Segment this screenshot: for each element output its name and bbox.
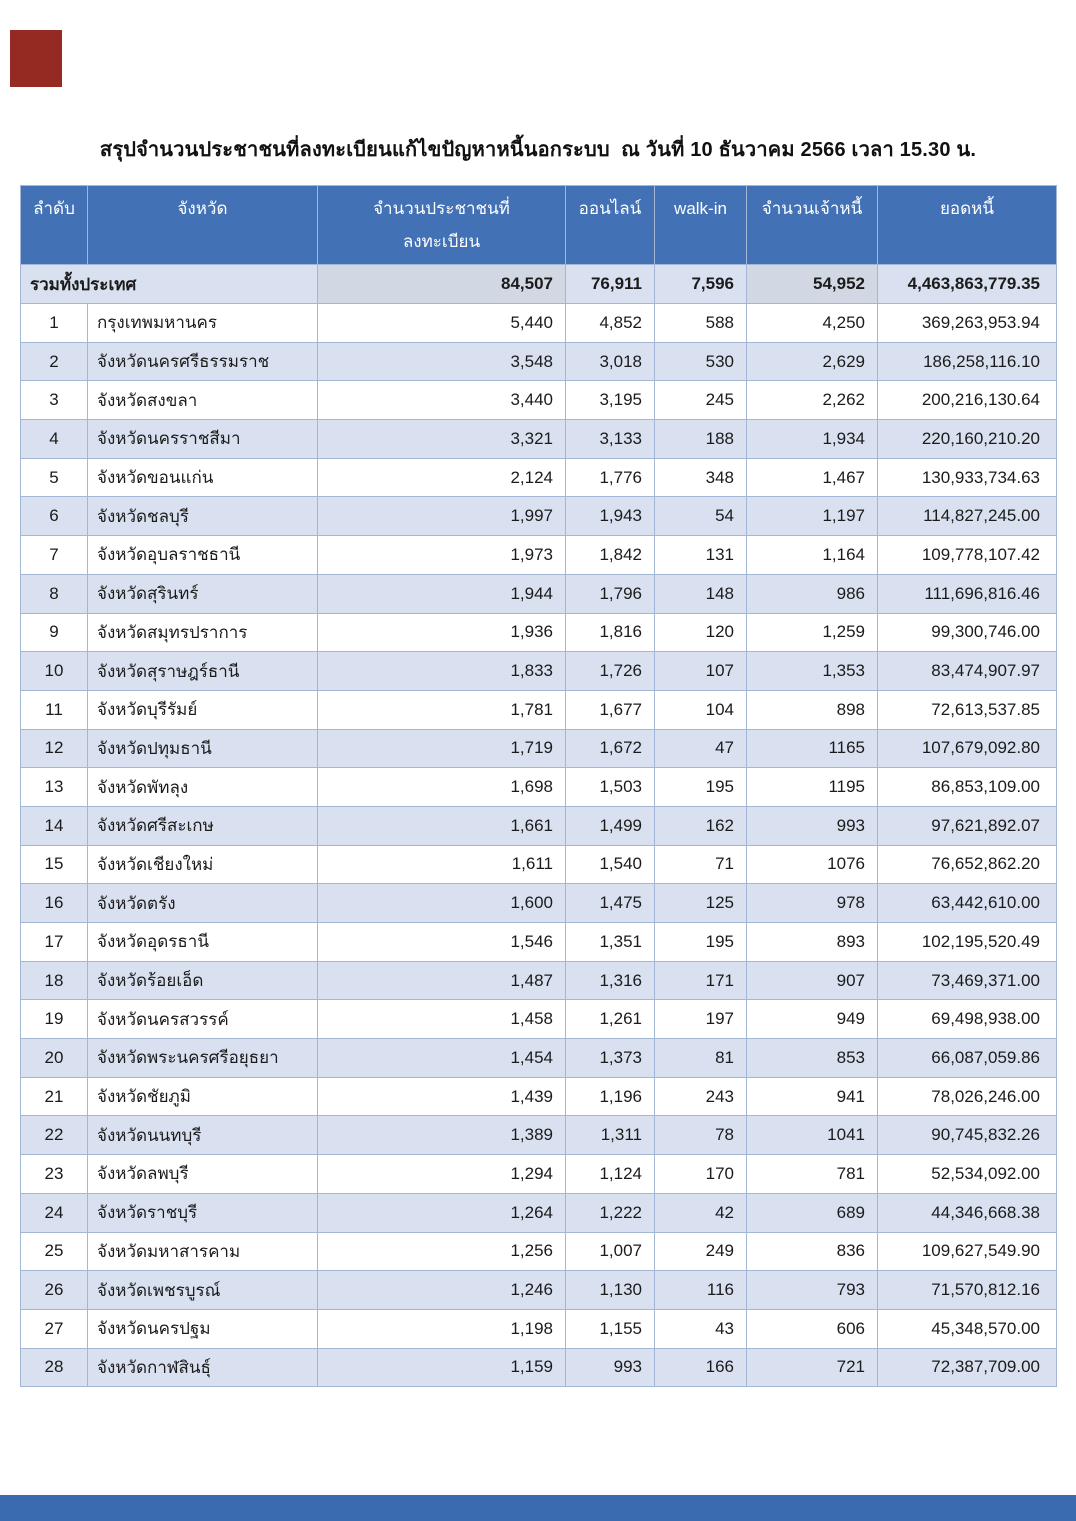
registered-count: 1,454 bbox=[318, 1039, 566, 1078]
province-name: จังหวัดเชียงใหม่ bbox=[88, 845, 318, 884]
debt-amount: 369,263,953.94 bbox=[878, 304, 1057, 343]
province-name: จังหวัดนครสวรรค์ bbox=[88, 1000, 318, 1039]
online-count: 1,222 bbox=[566, 1193, 655, 1232]
province-name: จังหวัดอุดรธานี bbox=[88, 923, 318, 962]
registered-count: 1,294 bbox=[318, 1155, 566, 1194]
online-count: 1,726 bbox=[566, 652, 655, 691]
creditor-count: 1041 bbox=[747, 1116, 878, 1155]
creditor-count: 1,197 bbox=[747, 497, 878, 536]
row-order-number: 21 bbox=[21, 1077, 88, 1116]
registered-count: 3,548 bbox=[318, 342, 566, 381]
creditor-count: 1,934 bbox=[747, 420, 878, 459]
province-name: จังหวัดราชบุรี bbox=[88, 1193, 318, 1232]
province-name: จังหวัดสุรินทร์ bbox=[88, 574, 318, 613]
row-order-number: 23 bbox=[21, 1155, 88, 1194]
province-name: จังหวัดกาฬสินธุ์ bbox=[88, 1348, 318, 1387]
debt-amount: 114,827,245.00 bbox=[878, 497, 1057, 536]
debt-amount: 111,696,816.46 bbox=[878, 574, 1057, 613]
registered-count: 1,246 bbox=[318, 1271, 566, 1310]
province-name: จังหวัดร้อยเอ็ด bbox=[88, 961, 318, 1000]
row-order-number: 7 bbox=[21, 536, 88, 575]
online-count: 3,133 bbox=[566, 420, 655, 459]
walkin-count: 125 bbox=[655, 884, 747, 923]
table-row bbox=[21, 1193, 1057, 1232]
walkin-count: 348 bbox=[655, 458, 747, 497]
total-label: รวมทั้งประเทศ bbox=[21, 265, 318, 304]
debt-amount: 97,621,892.07 bbox=[878, 806, 1057, 845]
registered-count: 1,833 bbox=[318, 652, 566, 691]
province-name: จังหวัดมหาสารคาม bbox=[88, 1232, 318, 1271]
row-order-number: 5 bbox=[21, 458, 88, 497]
top-left-red-block bbox=[10, 30, 62, 87]
creditor-count: 853 bbox=[747, 1039, 878, 1078]
online-count: 1,540 bbox=[566, 845, 655, 884]
table-row bbox=[21, 536, 1057, 575]
debt-amount: 63,442,610.00 bbox=[878, 884, 1057, 923]
table-row bbox=[21, 1232, 1057, 1271]
walkin-count: 107 bbox=[655, 652, 747, 691]
debt-amount: 90,745,832.26 bbox=[878, 1116, 1057, 1155]
registered-count: 1,487 bbox=[318, 961, 566, 1000]
province-name: จังหวัดบุรีรัมย์ bbox=[88, 690, 318, 729]
row-order-number: 6 bbox=[21, 497, 88, 536]
walkin-count: 42 bbox=[655, 1193, 747, 1232]
table-row bbox=[21, 884, 1057, 923]
creditor-count: 986 bbox=[747, 574, 878, 613]
province-name: จังหวัดลพบุรี bbox=[88, 1155, 318, 1194]
walkin-count: 43 bbox=[655, 1309, 747, 1348]
debt-amount: 52,534,092.00 bbox=[878, 1155, 1057, 1194]
online-count: 1,796 bbox=[566, 574, 655, 613]
province-name: จังหวัดตรัง bbox=[88, 884, 318, 923]
creditor-count: 1,467 bbox=[747, 458, 878, 497]
row-order-number: 27 bbox=[21, 1309, 88, 1348]
row-order-number: 22 bbox=[21, 1116, 88, 1155]
walkin-count: 188 bbox=[655, 420, 747, 459]
walkin-count: 104 bbox=[655, 690, 747, 729]
province-name: จังหวัดเพชรบูรณ์ bbox=[88, 1271, 318, 1310]
creditor-count: 893 bbox=[747, 923, 878, 962]
debt-amount: 72,613,537.85 bbox=[878, 690, 1057, 729]
row-order-number: 16 bbox=[21, 884, 88, 923]
header-order: ลำดับ bbox=[21, 186, 88, 265]
registered-count: 1,256 bbox=[318, 1232, 566, 1271]
registered-count: 3,440 bbox=[318, 381, 566, 420]
total-debt: 4,463,863,779.35 bbox=[878, 265, 1057, 304]
table-row bbox=[21, 1039, 1057, 1078]
debt-amount: 44,346,668.38 bbox=[878, 1193, 1057, 1232]
row-order-number: 25 bbox=[21, 1232, 88, 1271]
table-row bbox=[21, 1077, 1057, 1116]
debt-amount: 200,216,130.64 bbox=[878, 381, 1057, 420]
province-name: จังหวัดสมุทรปราการ bbox=[88, 613, 318, 652]
online-count: 1,373 bbox=[566, 1039, 655, 1078]
debt-amount: 76,652,862.20 bbox=[878, 845, 1057, 884]
creditor-count: 793 bbox=[747, 1271, 878, 1310]
row-order-number: 15 bbox=[21, 845, 88, 884]
online-count: 1,261 bbox=[566, 1000, 655, 1039]
debt-amount: 130,933,734.63 bbox=[878, 458, 1057, 497]
debt-amount: 71,570,812.16 bbox=[878, 1271, 1057, 1310]
province-name: จังหวัดพัทลุง bbox=[88, 768, 318, 807]
table-row bbox=[21, 342, 1057, 381]
row-order-number: 2 bbox=[21, 342, 88, 381]
debt-registration-summary-table bbox=[20, 185, 1057, 1387]
province-name: กรุงเทพมหานคร bbox=[88, 304, 318, 343]
debt-amount: 107,679,092.80 bbox=[878, 729, 1057, 768]
row-order-number: 19 bbox=[21, 1000, 88, 1039]
table-row bbox=[21, 652, 1057, 691]
table-row bbox=[21, 845, 1057, 884]
walkin-count: 197 bbox=[655, 1000, 747, 1039]
creditor-count: 2,262 bbox=[747, 381, 878, 420]
creditor-count: 1165 bbox=[747, 729, 878, 768]
province-name: จังหวัดพระนครศรีอยุธยา bbox=[88, 1039, 318, 1078]
total-creditors: 54,952 bbox=[747, 265, 878, 304]
creditor-count: 1,164 bbox=[747, 536, 878, 575]
row-order-number: 26 bbox=[21, 1271, 88, 1310]
registered-count: 2,124 bbox=[318, 458, 566, 497]
row-order-number: 3 bbox=[21, 381, 88, 420]
creditor-count: 1,259 bbox=[747, 613, 878, 652]
walkin-count: 530 bbox=[655, 342, 747, 381]
creditor-count: 689 bbox=[747, 1193, 878, 1232]
total-walkin: 7,596 bbox=[655, 265, 747, 304]
debt-amount: 45,348,570.00 bbox=[878, 1309, 1057, 1348]
walkin-count: 116 bbox=[655, 1271, 747, 1310]
online-count: 1,130 bbox=[566, 1271, 655, 1310]
row-order-number: 14 bbox=[21, 806, 88, 845]
province-name: จังหวัดชลบุรี bbox=[88, 497, 318, 536]
province-name: จังหวัดสุราษฎร์ธานี bbox=[88, 652, 318, 691]
registered-count: 1,944 bbox=[318, 574, 566, 613]
table-row bbox=[21, 458, 1057, 497]
province-name: จังหวัดนครศรีธรรมราช bbox=[88, 342, 318, 381]
creditor-count: 2,629 bbox=[747, 342, 878, 381]
creditor-count: 949 bbox=[747, 1000, 878, 1039]
walkin-count: 81 bbox=[655, 1039, 747, 1078]
province-name: จังหวัดนนทบุรี bbox=[88, 1116, 318, 1155]
debt-amount: 69,498,938.00 bbox=[878, 1000, 1057, 1039]
creditor-count: 907 bbox=[747, 961, 878, 1000]
walkin-count: 245 bbox=[655, 381, 747, 420]
page-title: สรุปจำนวนประชาชนที่ลงทะเบียนแก้ไขปัญหาหนี้นอกระบบ ณ วันที่ 10 ธันวาคม 2566 เวลา 15.30 น. bbox=[99, 139, 977, 161]
debt-amount: 66,087,059.86 bbox=[878, 1039, 1057, 1078]
row-order-number: 20 bbox=[21, 1039, 88, 1078]
creditor-count: 781 bbox=[747, 1155, 878, 1194]
table-row bbox=[21, 923, 1057, 962]
table-header-row bbox=[21, 186, 1057, 265]
row-order-number: 18 bbox=[21, 961, 88, 1000]
creditor-count: 1195 bbox=[747, 768, 878, 807]
online-count: 1,311 bbox=[566, 1116, 655, 1155]
registered-count: 3,321 bbox=[318, 420, 566, 459]
registered-count: 1,389 bbox=[318, 1116, 566, 1155]
creditor-count: 4,250 bbox=[747, 304, 878, 343]
online-count: 1,503 bbox=[566, 768, 655, 807]
table-row bbox=[21, 1309, 1057, 1348]
registered-count: 1,719 bbox=[318, 729, 566, 768]
creditor-count: 606 bbox=[747, 1309, 878, 1348]
walkin-count: 120 bbox=[655, 613, 747, 652]
registered-count: 1,198 bbox=[318, 1309, 566, 1348]
debt-amount: 186,258,116.10 bbox=[878, 342, 1057, 381]
header-registered-line2: ลงทะเบียน bbox=[402, 232, 481, 251]
registered-count: 1,600 bbox=[318, 884, 566, 923]
row-order-number: 12 bbox=[21, 729, 88, 768]
province-name: จังหวัดนครราชสีมา bbox=[88, 420, 318, 459]
online-count: 1,776 bbox=[566, 458, 655, 497]
creditor-count: 1076 bbox=[747, 845, 878, 884]
registered-count: 1,973 bbox=[318, 536, 566, 575]
table-row bbox=[21, 1271, 1057, 1310]
table-row bbox=[21, 690, 1057, 729]
registered-count: 1,661 bbox=[318, 806, 566, 845]
walkin-count: 166 bbox=[655, 1348, 747, 1387]
registered-count: 1,264 bbox=[318, 1193, 566, 1232]
row-order-number: 1 bbox=[21, 304, 88, 343]
registered-count: 5,440 bbox=[318, 304, 566, 343]
creditor-count: 1,353 bbox=[747, 652, 878, 691]
debt-amount: 109,627,549.90 bbox=[878, 1232, 1057, 1271]
total-registered: 84,507 bbox=[318, 265, 566, 304]
table-row bbox=[21, 961, 1057, 1000]
row-order-number: 13 bbox=[21, 768, 88, 807]
province-name: จังหวัดขอนแก่น bbox=[88, 458, 318, 497]
table-row bbox=[21, 420, 1057, 459]
registered-count: 1,936 bbox=[318, 613, 566, 652]
row-order-number: 11 bbox=[21, 690, 88, 729]
online-count: 1,842 bbox=[566, 536, 655, 575]
online-count: 1,677 bbox=[566, 690, 655, 729]
online-count: 1,499 bbox=[566, 806, 655, 845]
header-online: ออนไลน์ bbox=[566, 186, 655, 265]
table-row bbox=[21, 304, 1057, 343]
table-row bbox=[21, 497, 1057, 536]
online-count: 1,155 bbox=[566, 1309, 655, 1348]
online-count: 1,475 bbox=[566, 884, 655, 923]
table-row bbox=[21, 1116, 1057, 1155]
province-name: จังหวัดอุบลราชธานี bbox=[88, 536, 318, 575]
header-registered-count bbox=[318, 186, 566, 265]
row-order-number: 8 bbox=[21, 574, 88, 613]
walkin-count: 195 bbox=[655, 768, 747, 807]
table-row bbox=[21, 1000, 1057, 1039]
walkin-count: 195 bbox=[655, 923, 747, 962]
registered-count: 1,997 bbox=[318, 497, 566, 536]
header-creditors: จำนวนเจ้าหนี้ bbox=[747, 186, 878, 265]
header-province: จังหวัด bbox=[88, 186, 318, 265]
table-row bbox=[21, 613, 1057, 652]
province-name: จังหวัดปทุมธานี bbox=[88, 729, 318, 768]
debt-amount: 72,387,709.00 bbox=[878, 1348, 1057, 1387]
online-count: 1,316 bbox=[566, 961, 655, 1000]
walkin-count: 131 bbox=[655, 536, 747, 575]
province-name: จังหวัดนครปฐม bbox=[88, 1309, 318, 1348]
walkin-count: 243 bbox=[655, 1077, 747, 1116]
row-order-number: 10 bbox=[21, 652, 88, 691]
online-count: 3,018 bbox=[566, 342, 655, 381]
online-count: 1,816 bbox=[566, 613, 655, 652]
walkin-count: 78 bbox=[655, 1116, 747, 1155]
debt-amount: 220,160,210.20 bbox=[878, 420, 1057, 459]
row-order-number: 9 bbox=[21, 613, 88, 652]
creditor-count: 721 bbox=[747, 1348, 878, 1387]
online-count: 1,943 bbox=[566, 497, 655, 536]
debt-amount: 109,778,107.42 bbox=[878, 536, 1057, 575]
total-row bbox=[21, 265, 1057, 304]
province-name: จังหวัดชัยภูมิ bbox=[88, 1077, 318, 1116]
walkin-count: 47 bbox=[655, 729, 747, 768]
registered-count: 1,546 bbox=[318, 923, 566, 962]
creditor-count: 993 bbox=[747, 806, 878, 845]
debt-amount: 78,026,246.00 bbox=[878, 1077, 1057, 1116]
header-debt: ยอดหนี้ bbox=[878, 186, 1057, 265]
online-count: 4,852 bbox=[566, 304, 655, 343]
row-order-number: 4 bbox=[21, 420, 88, 459]
walkin-count: 54 bbox=[655, 497, 747, 536]
walkin-count: 249 bbox=[655, 1232, 747, 1271]
row-order-number: 17 bbox=[21, 923, 88, 962]
online-count: 1,007 bbox=[566, 1232, 655, 1271]
online-count: 1,351 bbox=[566, 923, 655, 962]
registered-count: 1,781 bbox=[318, 690, 566, 729]
debt-amount: 83,474,907.97 bbox=[878, 652, 1057, 691]
registered-count: 1,698 bbox=[318, 768, 566, 807]
row-order-number: 28 bbox=[21, 1348, 88, 1387]
creditor-count: 836 bbox=[747, 1232, 878, 1271]
online-count: 1,672 bbox=[566, 729, 655, 768]
online-count: 993 bbox=[566, 1348, 655, 1387]
debt-amount: 99,300,746.00 bbox=[878, 613, 1057, 652]
table-row bbox=[21, 381, 1057, 420]
total-online: 76,911 bbox=[566, 265, 655, 304]
bottom-blue-bar bbox=[0, 1495, 1076, 1521]
online-count: 1,196 bbox=[566, 1077, 655, 1116]
creditor-count: 978 bbox=[747, 884, 878, 923]
registered-count: 1,439 bbox=[318, 1077, 566, 1116]
debt-amount: 102,195,520.49 bbox=[878, 923, 1057, 962]
walkin-count: 162 bbox=[655, 806, 747, 845]
walkin-count: 588 bbox=[655, 304, 747, 343]
table-row bbox=[21, 574, 1057, 613]
registered-count: 1,159 bbox=[318, 1348, 566, 1387]
registered-count: 1,458 bbox=[318, 1000, 566, 1039]
creditor-count: 898 bbox=[747, 690, 878, 729]
walkin-count: 71 bbox=[655, 845, 747, 884]
debt-amount: 73,469,371.00 bbox=[878, 961, 1057, 1000]
table-row bbox=[21, 1348, 1057, 1387]
walkin-count: 171 bbox=[655, 961, 747, 1000]
table-row bbox=[21, 1155, 1057, 1194]
province-name: จังหวัดสงขลา bbox=[88, 381, 318, 420]
creditor-count: 941 bbox=[747, 1077, 878, 1116]
debt-amount: 86,853,109.00 bbox=[878, 768, 1057, 807]
header-walkin: walk-in bbox=[655, 186, 747, 265]
table-row bbox=[21, 806, 1057, 845]
online-count: 3,195 bbox=[566, 381, 655, 420]
online-count: 1,124 bbox=[566, 1155, 655, 1194]
header-registered-line1: จำนวนประชาชนที่ bbox=[373, 199, 510, 218]
walkin-count: 170 bbox=[655, 1155, 747, 1194]
walkin-count: 148 bbox=[655, 574, 747, 613]
registered-count: 1,611 bbox=[318, 845, 566, 884]
table-row bbox=[21, 729, 1057, 768]
province-name: จังหวัดศรีสะเกษ bbox=[88, 806, 318, 845]
row-order-number: 24 bbox=[21, 1193, 88, 1232]
table-row bbox=[21, 768, 1057, 807]
